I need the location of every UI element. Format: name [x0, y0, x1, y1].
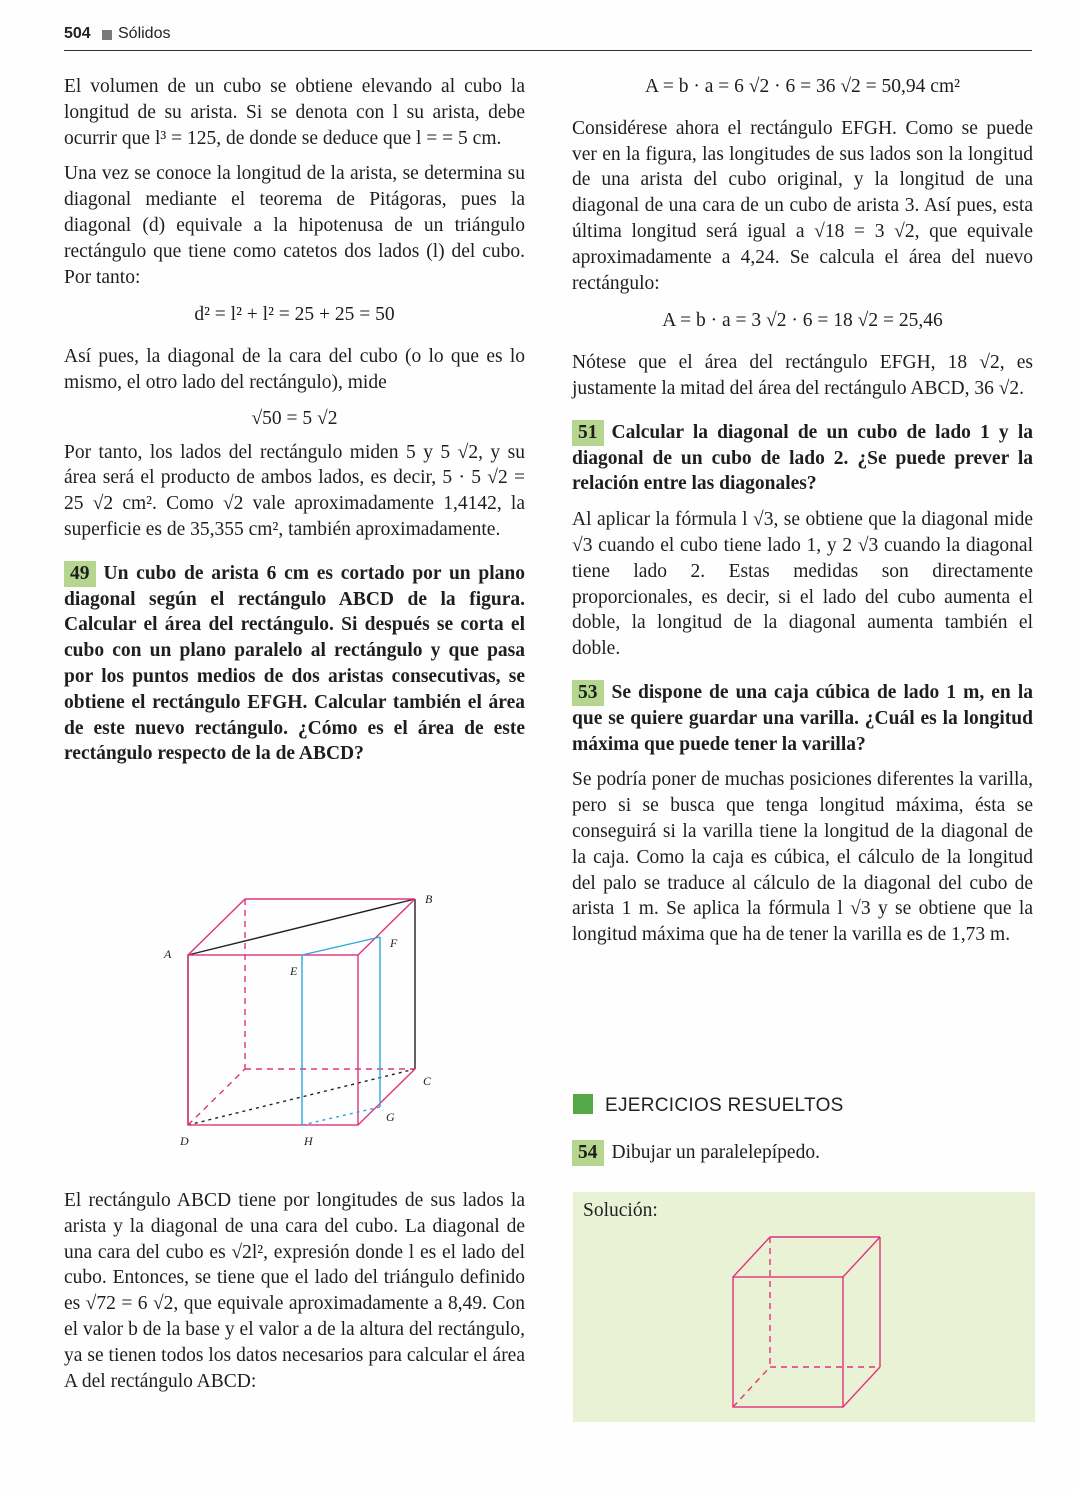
paragraph: Nótese que el área del rectángulo EFGH, 18 √2, es justamente la mitad del área del rectángulo ABCD, 36 √2.	[572, 352, 1033, 399]
label-e: E	[290, 964, 298, 978]
paragraph: El rectángulo ABCD tiene por longitudes de sus lados la arista y la diagonal de una cara del cubo. La diagonal de una cara del cubo es √2l², expresión donde l es el lado del cubo. Entonces, se tiene que el lado del triángulo definido es √72 = 6 √2, que equivale aproximadamente a 8,49. Con el valor b de la base y el valor a de la altura del rectángulo, ya se tienen todos los datos necesarios para calcular el área A del rectángulo ABCD:	[64, 1190, 525, 1392]
equation: d² = l² + l² = 25 + 25 = 50	[194, 304, 395, 326]
left-column-bottom	[64, 1188, 525, 1404]
question-text: Un cubo de arista 6 cm es cortado por un plano diagonal según el rectángulo ABCD de la figura. Calcular el área del rectángulo. Si después se corta el cubo con un plano paralelo al rectángulo y que pasa por los puntos medios de dos aristas consecutivas, se obtiene el rectángulo EFGH. Calcular también el área de este nuevo rectángulo. ¿Cómo es el área de este rectángulo respecto de la de ABCD?	[64, 562, 525, 765]
section-title: EJERCICIOS RESUELTOS	[605, 1095, 844, 1116]
page-header	[64, 22, 1032, 51]
label-f: F	[390, 936, 398, 950]
edge-ab	[188, 899, 415, 955]
solution-box	[573, 1192, 1035, 1422]
label-b: B	[425, 892, 433, 906]
question-text: Dibujar un paralelepípedo.	[611, 1142, 820, 1163]
question-number: 49	[64, 561, 96, 587]
question-54	[572, 1140, 1033, 1166]
paragraph: Una vez se conoce la longitud de la arista, se determina su diagonal mediante el teorema de Pitágoras, pues la diagonal (d) equivale a la hipotenusa de un triángulo rectángulo que tiene como catetos dos lados (l) del cubo. Por tanto:	[64, 163, 525, 288]
solution-label: Solución:	[583, 1200, 658, 1221]
right-column	[572, 74, 1033, 958]
paragraph: Se podría poner de muchas posiciones diferentes la varilla, pero si se busca que tenga longitud máxima, ésta se conseguirá si la varilla tiene la longitud de la diagonal de la caja. Como la caja es cúbica, el cálculo de la longitud del palo se traduce al cálculo de la diagonal del cubo de arista 1 m. Se aplica la fórmula l √3 y se obtiene que la longitud máxima que ha de tener la varilla es de 1,73 m.	[572, 769, 1033, 946]
cube-diagram	[150, 885, 450, 1155]
question-53	[572, 680, 1033, 757]
page-number: 504	[64, 25, 91, 42]
label-d: D	[180, 1134, 189, 1148]
question-number: 51	[572, 420, 604, 446]
question-51	[572, 420, 1033, 497]
section-name: Sólidos	[118, 25, 171, 42]
paragraph: Así pues, la diagonal de la cara del cubo (o lo que es lo mismo, el otro lado del rectángulo), mide	[64, 346, 525, 393]
label-g: G	[386, 1110, 395, 1124]
paragraph: Considérese ahora el rectángulo EFGH. Como se puede ver en la figura, las longitudes de sus lados son la longitud de una arista del cubo original, y la longitud de una diagonal de una cara de un cubo de arista 3. Así pues, esta última longitud será igual a √18 = 3 √2, que equivale aproximadamente a 4,24. Se calcula el área del nuevo rectángulo:	[572, 117, 1033, 294]
question-text: Calcular la diagonal de un cubo de lado 1 y la diagonal de un cubo de lado 2. ¿Se puede prever la relación entre las diagonales?	[572, 421, 1033, 495]
equation: √50 = 5 √2	[251, 407, 338, 429]
section-heading	[573, 1094, 844, 1117]
paragraph: Al aplicar la fórmula l √3, se obtiene que la diagonal mide √3 cuando el cubo tiene lado 1, y 2 √3 cuando la diagonal tiene lado 2. Estas medidas son directamente proporcionales, es decir, si el lado del cubo aumenta el doble, la longitud de la diagonal aumenta también el doble.	[572, 509, 1033, 660]
parallelepiped-diagram	[728, 1232, 888, 1412]
equation: A = b · a = 3 √2 · 6 = 18 √2 = 25,46	[662, 310, 943, 332]
equation: A = b · a = 6 √2 · 6 = 36 √2 = 50,94 cm²	[645, 76, 960, 97]
label-c: C	[423, 1074, 432, 1088]
question-49	[64, 561, 525, 767]
question-number: 53	[572, 680, 604, 706]
label-h: H	[304, 1134, 313, 1148]
left-column	[64, 74, 525, 777]
paragraph: El volumen de un cubo se obtiene elevando al cubo la longitud de su arista. Si se denota con l su arista, debe ocurrir que l³ = 125, de donde se deduce que l = = 5 cm.	[64, 76, 525, 149]
question-number: 54	[572, 1140, 604, 1166]
label-a: A	[164, 947, 172, 961]
paragraph: Por tanto, los lados del rectángulo miden 5 y 5 √2, y su área será el producto de ambos lados, es decir, 5 · 5 √2 = 25 √2 cm². Como √2 vale aproximadamente 1,4142, la superficie es de 35,355 cm², también aproximadamente.	[64, 441, 525, 540]
question-text: Se dispone de una caja cúbica de lado 1 m, en la que se quiere guardar una varilla. ¿Cuál es la longitud máxima que puede tener la varilla?	[572, 681, 1033, 755]
header-square-icon	[102, 30, 112, 40]
green-square-icon	[573, 1094, 593, 1114]
